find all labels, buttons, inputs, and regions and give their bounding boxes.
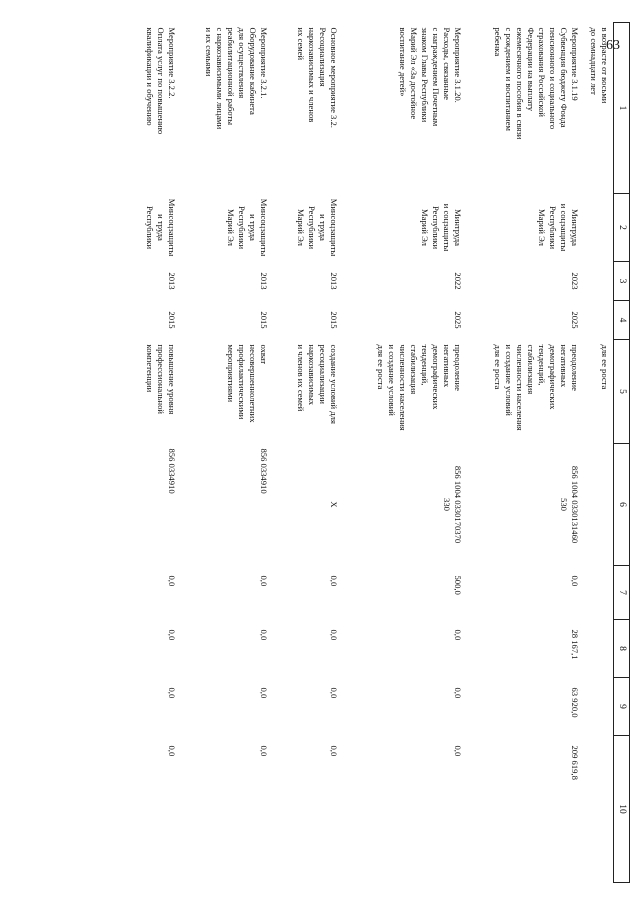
expected-result: преодоление негативных демографических тенденций, стабилизация численности населения и создание условий для ее роста xyxy=(375,344,463,431)
amount: 0,0 xyxy=(167,629,178,641)
column-number: 6 xyxy=(613,444,629,566)
budget-code: 856 1004 0330131460 530 xyxy=(559,465,581,544)
table-row xyxy=(180,23,272,883)
column-number: 2 xyxy=(613,194,629,262)
amount: 0,0 xyxy=(258,687,269,699)
amount xyxy=(584,678,614,736)
responsible-executor xyxy=(584,194,614,262)
measure-name: Мероприятие 3.1.19 Субвенция бюджету Фонда пенсионного и социального страхования Российской Федерации на выплату ежемесячного пособия в связи с рождением и воспитанием ребенка xyxy=(493,27,581,140)
start-year: 2013 xyxy=(328,272,339,290)
budget-code: 856 0334910 xyxy=(167,448,178,494)
table-row xyxy=(466,23,584,883)
column-number: 9 xyxy=(613,678,629,736)
start-year xyxy=(584,262,614,301)
budget-code: 856 1004 0330170370 330 xyxy=(441,465,463,544)
amount: 0,0 xyxy=(258,629,269,641)
amount: 28 167,1 xyxy=(570,629,581,660)
table-row xyxy=(342,23,466,883)
start-year: 2022 xyxy=(452,272,463,290)
amount: 0,0 xyxy=(328,629,339,641)
rotated-page-content xyxy=(110,22,630,882)
column-number: 3 xyxy=(613,262,629,301)
expected-result: преодоление негативных демографических тенденций, стабилизация численности населения и создание условий для ее роста xyxy=(493,344,581,431)
column-number: 1 xyxy=(613,23,629,194)
end-year: 2015 xyxy=(167,311,178,329)
column-number-row xyxy=(613,23,629,883)
end-year xyxy=(584,301,614,340)
measure-name: Мероприятие 3.2.2. Оплата услуг по повышению квалификации и обучению xyxy=(145,27,178,135)
table-row xyxy=(272,23,342,883)
responsible-executor: Минсоцзащиты и труда Республики Марий Эл xyxy=(295,198,339,257)
budget-code: X xyxy=(328,501,339,508)
measure-name: Мероприятие 3.2.1. Оборудование кабинета для осуществления реабилитационной работы с наркозависимыми лицами и их семьями xyxy=(203,27,269,130)
amount: 209 619,8 xyxy=(570,745,581,780)
program-measures-table xyxy=(110,22,630,883)
page-number: 63 xyxy=(606,38,620,53)
responsible-executor: Минсоцзащиты и труда Республики Марий Эл xyxy=(225,198,269,257)
measure-name: Мероприятие 3.1.20. Расходы, связанные с награждением Почетным знаком Главы Республики Марий Эл «За достойное воспитание детей» xyxy=(397,27,463,127)
start-year: 2023 xyxy=(570,272,581,290)
amount: 0,0 xyxy=(570,575,581,587)
amount: 0,0 xyxy=(167,745,178,757)
responsible-executor: Минтруда и соцзащиты Республики Марий Эл xyxy=(537,203,581,252)
table-row xyxy=(110,23,180,883)
amount xyxy=(584,566,614,620)
end-year: 2025 xyxy=(570,311,581,329)
column-number: 8 xyxy=(613,620,629,678)
column-number: 7 xyxy=(613,566,629,620)
start-year: 2013 xyxy=(258,272,269,290)
column-number: 4 xyxy=(613,301,629,340)
amount: 0,0 xyxy=(167,575,178,587)
expected-result: для ее роста xyxy=(599,344,610,390)
end-year: 2025 xyxy=(452,311,463,329)
column-number: 10 xyxy=(613,736,629,883)
budget-code xyxy=(584,444,614,566)
measure-name: Основное мероприятие 3.2. Ресоциализация наркозависимых и членов их семей xyxy=(295,27,339,128)
amount: 0,0 xyxy=(452,629,463,641)
expected-result: повышение уровня профессиональной компетенции xyxy=(145,344,178,415)
amount: 0,0 xyxy=(258,745,269,757)
amount: 0,0 xyxy=(452,687,463,699)
amount xyxy=(584,620,614,678)
amount: 0,0 xyxy=(258,575,269,587)
amount: 0,0 xyxy=(167,687,178,699)
column-number: 5 xyxy=(613,340,629,444)
amount xyxy=(584,736,614,883)
start-year: 2013 xyxy=(167,272,178,290)
expected-result: создание условий для ресоциализации наркозависимых и членов их семей xyxy=(295,344,339,424)
responsible-executor: Минтруда и соцзащиты Республики Марий Эл xyxy=(419,203,463,252)
amount: 0,0 xyxy=(328,687,339,699)
table-row xyxy=(584,23,614,883)
amount: 0,0 xyxy=(328,745,339,757)
end-year: 2015 xyxy=(328,311,339,329)
budget-code: 856 0334910 xyxy=(258,448,269,494)
end-year: 2015 xyxy=(258,311,269,329)
amount: 500,0 xyxy=(452,575,463,595)
amount: 0,0 xyxy=(452,745,463,757)
amount: 0,0 xyxy=(328,575,339,587)
amount: 63 920,0 xyxy=(570,687,581,718)
expected-result: охват несовершеннолетних профилактическими мероприятиями xyxy=(225,344,269,423)
responsible-executor: Минсоцзащиты и труда Республики xyxy=(145,198,178,257)
measure-name: в возрасте от восьми до семнадцати лет xyxy=(588,27,610,104)
